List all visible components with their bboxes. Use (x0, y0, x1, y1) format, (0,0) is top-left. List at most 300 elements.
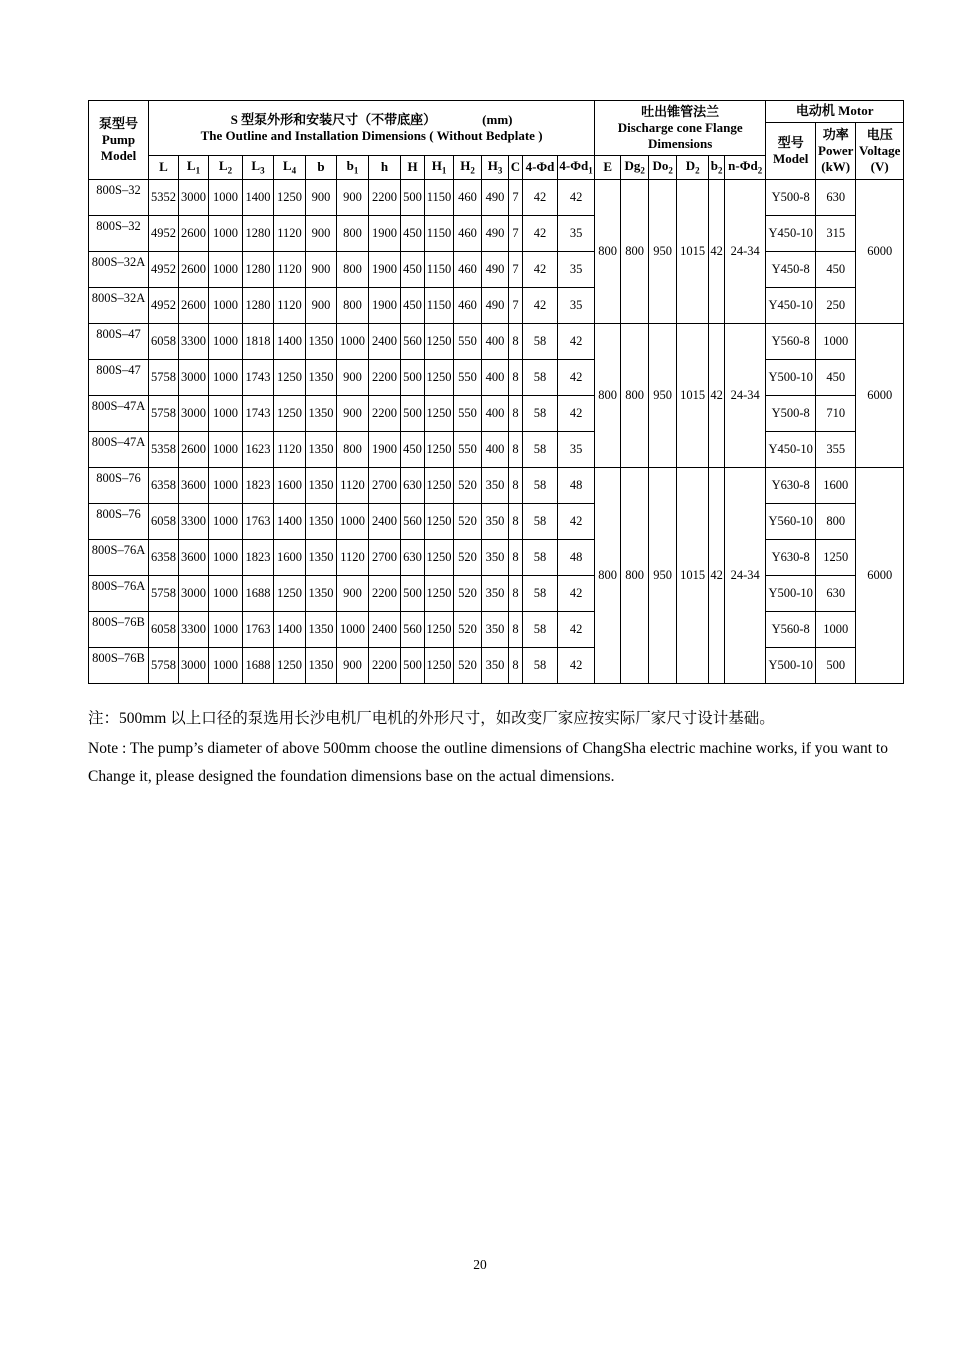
dimension-value-cell: 2700 (369, 468, 401, 504)
dimension-value-cell: 1000 (337, 612, 369, 648)
table-row (89, 612, 904, 648)
dimension-value-cell: 2700 (369, 540, 401, 576)
dimension-value-cell: 42 (558, 504, 595, 540)
dimension-value-cell: 460 (454, 288, 482, 324)
table-row (89, 540, 904, 576)
pump-model-cell: 800S–32A (89, 252, 149, 288)
dimension-value-cell: 1743 (243, 396, 274, 432)
dimension-value-cell: 1350 (306, 432, 337, 468)
dimension-value-cell: 2600 (179, 432, 209, 468)
dimension-value-cell: 1763 (243, 612, 274, 648)
dimension-value-cell: 1250 (425, 360, 454, 396)
dimension-value-cell: 630 (401, 540, 425, 576)
dimension-value-cell: 500 (401, 360, 425, 396)
dimension-value-cell: 520 (454, 648, 482, 684)
table-row (89, 648, 904, 684)
dimension-value-cell: 1000 (209, 216, 243, 252)
motor-power-cell: 450 (816, 360, 856, 396)
flange-value-cell: 800 (595, 468, 621, 684)
dimension-value-cell: 58 (523, 504, 558, 540)
dimension-value-cell: 2200 (369, 180, 401, 216)
dimension-value-cell: 350 (482, 468, 509, 504)
dimension-value-cell: 1400 (274, 324, 306, 360)
dimension-value-cell: 1250 (274, 648, 306, 684)
dimension-value-cell: 1400 (274, 612, 306, 648)
dimension-value-cell: 8 (509, 396, 523, 432)
dimension-value-cell: 500 (401, 648, 425, 684)
dimension-value-cell: 1250 (425, 648, 454, 684)
flange-value-cell: 800 (621, 180, 649, 324)
motor-model-cell: Y630-8 (766, 468, 816, 504)
dimension-value-cell: 3300 (179, 324, 209, 360)
pump-model-header-zh: 泵型号 (98, 115, 138, 131)
dimension-value-cell: 500 (401, 576, 425, 612)
footnote-en-line2: Change it, please designed the foundation dimensions base on the actual dimensions. (88, 768, 615, 785)
table-row (89, 504, 904, 540)
dimension-value-cell: 1000 (337, 324, 369, 360)
dimension-column-header: $4-\Phi d_1$ (558, 156, 595, 180)
dimension-value-cell: 1350 (306, 648, 337, 684)
motor-power-cell: 500 (816, 648, 856, 684)
dimension-value-cell: 1120 (337, 468, 369, 504)
dimension-column-header: $H_1$ (425, 156, 454, 180)
dimension-value-cell: 1000 (209, 540, 243, 576)
flange-value-cell: 42 (709, 468, 725, 684)
dimension-value-cell: 1000 (209, 612, 243, 648)
motor-power-cell: 630 (816, 576, 856, 612)
dimension-value-cell: 5758 (149, 648, 179, 684)
flange-title-zh: 吐出锥管法兰 (641, 103, 720, 119)
flange-value-cell: 950 (649, 324, 677, 468)
motor-model-cell: Y500-10 (766, 360, 816, 396)
dimension-value-cell: 1000 (209, 360, 243, 396)
dimension-value-cell: 560 (401, 612, 425, 648)
flange-value-cell: 800 (621, 324, 649, 468)
flange-column-header: $n-\Phi d_2$ (725, 156, 766, 180)
dimension-value-cell: 1350 (306, 396, 337, 432)
dimension-value-cell: 900 (306, 216, 337, 252)
dimension-value-cell: 2200 (369, 648, 401, 684)
pump-model-cell: 800S–76B (89, 612, 149, 648)
dimension-value-cell: 3300 (179, 504, 209, 540)
flange-section-header (595, 101, 766, 156)
motor-power-cell: 710 (816, 396, 856, 432)
dimension-value-cell: 35 (558, 216, 595, 252)
motor-model-cell: Y450-10 (766, 216, 816, 252)
flange-value-cell: 800 (621, 468, 649, 684)
dimension-value-cell: 1000 (209, 396, 243, 432)
motor-power-cell: 450 (816, 252, 856, 288)
dimension-column-header: L (149, 156, 179, 180)
dimension-value-cell: 490 (482, 180, 509, 216)
dimension-value-cell: 1120 (274, 432, 306, 468)
table-row (89, 468, 904, 504)
voltage-cell: 6000 (856, 324, 904, 468)
dimension-column-header: $L_1$ (179, 156, 209, 180)
dimension-value-cell: 1350 (306, 540, 337, 576)
dimension-value-cell: 1823 (243, 540, 274, 576)
motor-power-cell: 1000 (816, 612, 856, 648)
dimension-value-cell: 58 (523, 540, 558, 576)
dimension-value-cell: 6358 (149, 540, 179, 576)
dimension-value-cell: 42 (523, 180, 558, 216)
motor-model-cell: Y500-8 (766, 180, 816, 216)
dimension-value-cell: 42 (558, 324, 595, 360)
dimension-value-cell: 58 (523, 576, 558, 612)
dimension-value-cell: 7 (509, 216, 523, 252)
dimension-column-header: $L_2$ (209, 156, 243, 180)
dimension-value-cell: 900 (337, 396, 369, 432)
dimension-value-cell: 1400 (274, 504, 306, 540)
dimension-value-cell: 8 (509, 540, 523, 576)
dimension-value-cell: 1000 (209, 324, 243, 360)
dimension-value-cell: 1000 (209, 180, 243, 216)
dimension-value-cell: 1250 (425, 432, 454, 468)
flange-value-cell: 950 (649, 468, 677, 684)
flange-value-cell: 950 (649, 180, 677, 324)
motor-power-cell: 800 (816, 504, 856, 540)
flange-value-cell: 24-34 (725, 324, 766, 468)
dimension-value-cell: 800 (337, 216, 369, 252)
motor-model-header-zh: 型号 (777, 134, 804, 150)
flange-value-cell: 1015 (677, 324, 709, 468)
dimension-value-cell: 8 (509, 648, 523, 684)
dimension-value-cell: 3000 (179, 396, 209, 432)
dimension-value-cell: 42 (558, 180, 595, 216)
dimension-column-header: $H_2$ (454, 156, 482, 180)
dimension-value-cell: 550 (454, 432, 482, 468)
table-row (89, 180, 904, 216)
footnote-zh: 注：500mm 以上口径的泵选用长沙电机厂电机的外形尺寸，如改变厂家应按实际厂家尺寸设计基础。 (88, 710, 775, 727)
dimension-value-cell: 2200 (369, 396, 401, 432)
table-row (89, 288, 904, 324)
dimension-value-cell: 900 (306, 288, 337, 324)
dimension-value-cell: 2400 (369, 324, 401, 360)
motor-model-cell: Y500-8 (766, 396, 816, 432)
dimension-value-cell: 58 (523, 612, 558, 648)
dimension-column-header: $H_3$ (482, 156, 509, 180)
dimension-value-cell: 630 (401, 468, 425, 504)
table-row (89, 252, 904, 288)
table-row (89, 396, 904, 432)
dimension-value-cell: 1150 (425, 216, 454, 252)
table-row (89, 216, 904, 252)
dimension-value-cell: 1120 (337, 540, 369, 576)
dimension-value-cell: 4952 (149, 252, 179, 288)
dimension-value-cell: 6058 (149, 612, 179, 648)
footnote (88, 705, 920, 792)
dimension-column-header: $b_1$ (337, 156, 369, 180)
pump-model-cell: 800S–76 (89, 468, 149, 504)
dimension-value-cell: 1000 (337, 504, 369, 540)
motor-section-header: 电动机 Motor (766, 101, 904, 123)
pump-dimensions-table (88, 100, 904, 684)
dimension-value-cell: 350 (482, 540, 509, 576)
dimension-value-cell: 1120 (274, 288, 306, 324)
dimension-value-cell: 58 (523, 324, 558, 360)
dimension-value-cell: 4952 (149, 216, 179, 252)
dimension-value-cell: 35 (558, 252, 595, 288)
dimension-value-cell: 1280 (243, 216, 274, 252)
dimension-value-cell: 350 (482, 612, 509, 648)
motor-voltage-header-zh: 电压 (866, 126, 893, 142)
dimension-value-cell: 2600 (179, 288, 209, 324)
pump-model-cell: 800S–47 (89, 324, 149, 360)
dimensions-title-unit: (mm) (482, 111, 513, 127)
dimension-value-cell: 1000 (209, 576, 243, 612)
dimension-value-cell: 1900 (369, 288, 401, 324)
dimension-value-cell: 6358 (149, 468, 179, 504)
dimension-value-cell: 350 (482, 576, 509, 612)
dimension-value-cell: 500 (401, 396, 425, 432)
dimension-value-cell: 520 (454, 576, 482, 612)
dimension-column-header: $L_4$ (274, 156, 306, 180)
dimension-value-cell: 350 (482, 648, 509, 684)
dimension-value-cell: 5358 (149, 432, 179, 468)
pump-model-cell: 800S–32A (89, 288, 149, 324)
dimension-value-cell: 1900 (369, 216, 401, 252)
dimension-value-cell: 900 (306, 252, 337, 288)
dimension-column-header: H (401, 156, 425, 180)
dimension-value-cell: 520 (454, 612, 482, 648)
flange-value-cell: 1015 (677, 468, 709, 684)
dimension-column-header: $L_3$ (243, 156, 274, 180)
dimension-value-cell: 5758 (149, 396, 179, 432)
dimension-value-cell: 58 (523, 468, 558, 504)
dimension-value-cell: 1250 (425, 576, 454, 612)
dimension-value-cell: 1350 (306, 576, 337, 612)
flange-value-cell: 42 (709, 180, 725, 324)
flange-value-cell: 42 (709, 324, 725, 468)
dimension-value-cell: 8 (509, 468, 523, 504)
flange-title-en1: Discharge cone Flange (617, 119, 743, 135)
dimension-value-cell: 490 (482, 288, 509, 324)
dimension-value-cell: 400 (482, 360, 509, 396)
dimension-value-cell: 1250 (425, 540, 454, 576)
dimension-value-cell: 1250 (274, 360, 306, 396)
flange-value-cell: 800 (595, 324, 621, 468)
dimension-value-cell: 1900 (369, 432, 401, 468)
motor-power-cell: 355 (816, 432, 856, 468)
dimension-column-header: h (369, 156, 401, 180)
dimension-value-cell: 42 (558, 612, 595, 648)
dimension-value-cell: 460 (454, 252, 482, 288)
dimension-value-cell: 1250 (425, 396, 454, 432)
dimension-value-cell: 490 (482, 252, 509, 288)
dimension-value-cell: 400 (482, 324, 509, 360)
dimension-value-cell: 1000 (209, 504, 243, 540)
flange-value-cell: 800 (595, 180, 621, 324)
dimension-value-cell: 42 (558, 648, 595, 684)
dimension-value-cell: 490 (482, 216, 509, 252)
voltage-cell: 6000 (856, 180, 904, 324)
motor-power-header-zh: 功率 (822, 126, 849, 142)
dimension-value-cell: 35 (558, 432, 595, 468)
dimension-value-cell: 520 (454, 468, 482, 504)
dimension-value-cell: 400 (482, 396, 509, 432)
dimension-value-cell: 42 (558, 576, 595, 612)
dimension-value-cell: 1150 (425, 252, 454, 288)
dimension-value-cell: 1688 (243, 648, 274, 684)
dimension-value-cell: 460 (454, 216, 482, 252)
dimension-value-cell: 2600 (179, 216, 209, 252)
dimension-value-cell: 8 (509, 324, 523, 360)
flange-title-en2: Dimensions (648, 136, 713, 152)
dimension-value-cell: 1900 (369, 252, 401, 288)
pump-model-cell: 800S–76A (89, 540, 149, 576)
motor-power-header-en: Power (818, 142, 854, 158)
dimension-value-cell: 1250 (425, 504, 454, 540)
motor-model-cell: Y560-8 (766, 612, 816, 648)
dimension-value-cell: 1280 (243, 288, 274, 324)
dimension-column-header: b (306, 156, 337, 180)
flange-column-header: $Dg_2$ (621, 156, 649, 180)
motor-power-cell: 1250 (816, 540, 856, 576)
pump-model-cell: 800S–47 (89, 360, 149, 396)
dimension-value-cell: 1350 (306, 612, 337, 648)
dimension-value-cell: 58 (523, 432, 558, 468)
dimension-value-cell: 1280 (243, 252, 274, 288)
motor-power-cell: 1600 (816, 468, 856, 504)
dimension-value-cell: 3000 (179, 576, 209, 612)
dimension-value-cell: 5758 (149, 360, 179, 396)
page-number: 20 (473, 1257, 487, 1272)
dimension-value-cell: 2600 (179, 252, 209, 288)
dimension-value-cell: 35 (558, 288, 595, 324)
dimension-value-cell: 1818 (243, 324, 274, 360)
dimension-value-cell: 450 (401, 432, 425, 468)
flange-column-header: E (595, 156, 621, 180)
dimension-value-cell: 450 (401, 288, 425, 324)
motor-power-cell: 315 (816, 216, 856, 252)
dimension-value-cell: 2400 (369, 504, 401, 540)
pump-model-cell: 800S–76B (89, 648, 149, 684)
dimension-value-cell: 400 (482, 432, 509, 468)
dimension-value-cell: 350 (482, 504, 509, 540)
table-row (89, 324, 904, 360)
dimension-value-cell: 1250 (425, 468, 454, 504)
dimension-value-cell: 42 (523, 252, 558, 288)
dimension-value-cell: 1743 (243, 360, 274, 396)
motor-model-cell: Y450-10 (766, 288, 816, 324)
dimension-value-cell: 8 (509, 360, 523, 396)
dimension-value-cell: 2200 (369, 576, 401, 612)
pump-model-cell: 800S–76 (89, 504, 149, 540)
flange-column-header: $Do_2$ (649, 156, 677, 180)
table-body (89, 180, 904, 684)
motor-power-cell: 1000 (816, 324, 856, 360)
dimension-value-cell: 48 (558, 468, 595, 504)
header-row-1 (89, 101, 904, 123)
flange-value-cell: 1015 (677, 180, 709, 324)
dimension-value-cell: 8 (509, 576, 523, 612)
dimensions-title-en: The Outline and Installation Dimensions ( Without Bedplate ) (200, 128, 543, 143)
motor-voltage-header-en: Voltage (859, 142, 901, 158)
dimension-value-cell: 460 (454, 180, 482, 216)
dimension-value-cell: 1000 (209, 468, 243, 504)
flange-value-cell: 24-34 (725, 468, 766, 684)
pump-model-cell: 800S–32 (89, 180, 149, 216)
dimension-value-cell: 7 (509, 252, 523, 288)
dimension-value-cell: 500 (401, 180, 425, 216)
dimension-value-cell: 4952 (149, 288, 179, 324)
table-row (89, 432, 904, 468)
dimension-value-cell: 800 (337, 252, 369, 288)
dimension-value-cell: 42 (558, 396, 595, 432)
motor-power-cell: 630 (816, 180, 856, 216)
dimension-value-cell: 1150 (425, 180, 454, 216)
dimension-value-cell: 3600 (179, 468, 209, 504)
motor-voltage-column-header (856, 123, 904, 180)
dimension-value-cell: 1250 (425, 612, 454, 648)
footnote-en-line1: Note : The pump’s diameter of above 500mm choose the outline dimensions of ChangSha electric machine works, if you want to (88, 739, 888, 757)
dimension-value-cell: 1150 (425, 288, 454, 324)
dimension-value-cell: 800 (337, 288, 369, 324)
pump-model-cell: 800S–32 (89, 216, 149, 252)
dimensions-section-header (149, 101, 595, 156)
dimension-value-cell: 1600 (274, 468, 306, 504)
motor-model-cell: Y450-8 (766, 252, 816, 288)
dimension-value-cell: 550 (454, 396, 482, 432)
motor-model-column-header (766, 123, 816, 180)
dimension-value-cell: 1250 (274, 576, 306, 612)
dimension-value-cell: 1623 (243, 432, 274, 468)
dimension-value-cell: 900 (337, 576, 369, 612)
dimension-value-cell: 58 (523, 648, 558, 684)
dimension-value-cell: 3000 (179, 648, 209, 684)
dimension-value-cell: 42 (523, 216, 558, 252)
voltage-cell: 6000 (856, 468, 904, 684)
dimension-value-cell: 900 (337, 180, 369, 216)
dimension-value-cell: 1763 (243, 504, 274, 540)
dimension-value-cell: 6058 (149, 504, 179, 540)
pump-model-header-en1: Pump (101, 131, 136, 147)
motor-model-cell: Y450-10 (766, 432, 816, 468)
dimension-value-cell: 900 (337, 360, 369, 396)
dimension-column-header: C (509, 156, 523, 180)
dimension-value-cell: 1000 (209, 432, 243, 468)
dimension-value-cell: 450 (401, 216, 425, 252)
dimension-value-cell: 7 (509, 288, 523, 324)
dimension-value-cell: 520 (454, 540, 482, 576)
motor-power-column-header (816, 123, 856, 180)
pump-model-cell: 800S–47A (89, 396, 149, 432)
flange-column-header: $b_2$ (709, 156, 725, 180)
motor-model-cell: Y560-8 (766, 324, 816, 360)
dimension-value-cell: 550 (454, 324, 482, 360)
motor-model-header-en: Model (773, 151, 809, 166)
dimension-value-cell: 450 (401, 252, 425, 288)
dimension-value-cell: 3000 (179, 360, 209, 396)
motor-power-header-unit: (kW) (821, 159, 851, 175)
pump-model-cell: 800S–76A (89, 576, 149, 612)
dimension-value-cell: 1823 (243, 468, 274, 504)
dimension-value-cell: 2400 (369, 612, 401, 648)
dimension-value-cell: 2200 (369, 360, 401, 396)
dimension-value-cell: 1600 (274, 540, 306, 576)
dimension-value-cell: 3600 (179, 540, 209, 576)
dimension-value-cell: 5352 (149, 180, 179, 216)
dimension-value-cell: 550 (454, 360, 482, 396)
dimension-value-cell: 900 (337, 648, 369, 684)
flange-column-header: $D_2$ (677, 156, 709, 180)
motor-model-cell: Y560-10 (766, 504, 816, 540)
pump-model-column-header (89, 101, 149, 180)
dimension-value-cell: 8 (509, 432, 523, 468)
dimension-value-cell: 6058 (149, 324, 179, 360)
dimension-value-cell: 5758 (149, 576, 179, 612)
dimension-value-cell: 42 (558, 360, 595, 396)
